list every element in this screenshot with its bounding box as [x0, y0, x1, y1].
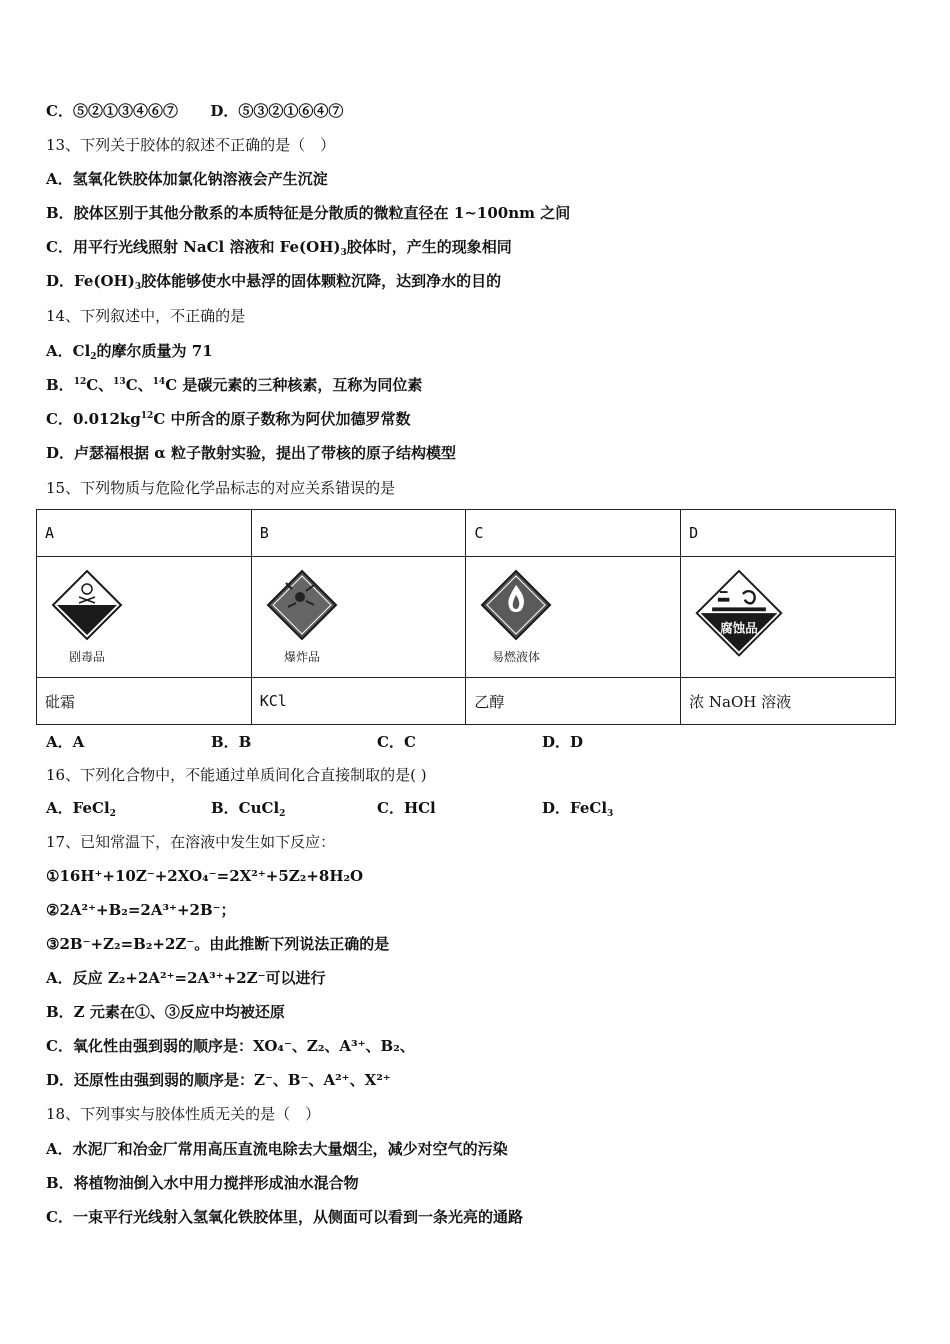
- q15-answer-d: D．D: [542, 733, 584, 751]
- substance-d: 浓 NaOH 溶液: [681, 678, 896, 725]
- sign-cell-corrosive: [681, 557, 896, 678]
- q16-option-b: B．CuCl$_2$: [211, 799, 286, 819]
- q15-answer-a: A．A: [46, 733, 85, 751]
- substance-c: 乙醇: [466, 678, 681, 725]
- q16-option-c: C．HCl: [377, 799, 436, 817]
- q13-option-a: A．氢氧化铁胶体加氯化钠溶液会产生沉淀: [46, 170, 328, 188]
- q17-option-a: A．反应 Z₂+2A²⁺=2A³⁺+2Z⁻可以进行: [46, 969, 326, 987]
- q14-option-b: B．$^{12}$C、$^{13}$C、$^{14}$C 是碳元素的三种核素，互称为同位素: [46, 376, 423, 394]
- q13-option-c: C．用平行光线照射 NaCl 溶液和 $Fe(OH)_3$胶体时，产生的现象相同: [46, 238, 512, 258]
- q18-option-a: A．水泥厂和冶金厂常用高压直流电除去大量烟尘，减少对空气的污染: [46, 1140, 508, 1158]
- q14-stem: 14、下列叙述中，不正确的是: [46, 307, 246, 325]
- q17-reaction-1: ①16H⁺+10Z⁻+2XO₄⁻=2X²⁺+5Z₂+8H₂O: [46, 867, 364, 885]
- corrosive-hazard-icon: [691, 567, 787, 667]
- q15-stem: 15、下列物质与危险化学品标志的对应关系错误的是: [46, 479, 396, 497]
- substance-b: KCl: [251, 678, 466, 725]
- svg-text:腐蚀品: 腐蚀品: [720, 620, 758, 636]
- table-header-d: D: [681, 510, 896, 557]
- q18-option-b: B．将植物油倒入水中用力搅拌形成油水混合物: [46, 1174, 359, 1192]
- flammable-hazard-icon: [476, 567, 556, 667]
- q17-option-b: B．Z 元素在①、③反应中均被还原: [46, 1003, 285, 1021]
- q15-answer-c: C．C: [377, 733, 416, 751]
- q14-option-d: D．卢瑟福根据 α 粒子散射实验，提出了带核的原子结构模型: [46, 444, 456, 462]
- substance-a: 砒霜: [37, 678, 252, 725]
- sign-cell-flammable: [466, 557, 681, 678]
- svg-text:易燃液体: 易燃液体: [492, 650, 541, 664]
- q17-reaction-3: ③2B⁻+Z₂=B₂+2Z⁻。由此推断下列说法正确的是: [46, 935, 390, 953]
- q17-option-c: C．氧化性由强到弱的顺序是：XO₄⁻、Z₂、A³⁺、B₂、: [46, 1037, 415, 1055]
- q17-reaction-2: ②2A²⁺+B₂=2A³⁺+2B⁻；: [46, 901, 236, 919]
- q12-options: [46, 101, 343, 121]
- q13-option-b: B．胶体区别于其他分散系的本质特征是分散质的微粒直径在 1~100nm 之间: [46, 204, 571, 222]
- explosive-hazard-icon: [262, 567, 342, 667]
- q13-stem: 13、下列关于胶体的叙述不正确的是（ ）: [46, 136, 336, 154]
- q13-option-d: D．$Fe(OH)_3$胶体能够使水中悬浮的固体颗粒沉降，达到净水的目的: [46, 272, 502, 292]
- sign-cell-toxic: [37, 557, 252, 678]
- q18-stem: 18、下列事实与胶体性质无关的是（ ）: [46, 1105, 321, 1123]
- hazard-table: [36, 509, 896, 725]
- q14-option-a: A．$Cl_2$的摩尔质量为 71: [46, 342, 213, 362]
- svg-text:剧毒品: 剧毒品: [68, 650, 106, 664]
- svg-text:爆炸品: 爆炸品: [283, 650, 320, 664]
- q18-option-c: C．一束平行光线射入氢氧化铁胶体里，从侧面可以看到一条光亮的通路: [46, 1208, 523, 1226]
- q17-option-d: D．还原性由强到弱的顺序是：Z⁻、B⁻、A²⁺、X²⁺: [46, 1071, 391, 1089]
- q12-option-c: C．⑤②①③④⑥⑦: [46, 102, 178, 120]
- q16-stem: 16、下列化合物中，不能通过单质间化合直接制取的是( ): [46, 766, 427, 784]
- sign-cell-explosive: [251, 557, 466, 678]
- q15-answer-b: B．B: [211, 733, 252, 751]
- q14-option-c: C．$0.012kg^{12}C$ 中所含的原子数称为阿伏加德罗常数: [46, 410, 411, 428]
- q12-option-d: D．⑤③②①⑥④⑦: [210, 102, 344, 120]
- table-header-a: A: [37, 510, 252, 557]
- q16-option-d: D．FeCl$_3$: [542, 799, 614, 819]
- table-header-c: C: [466, 510, 681, 557]
- table-header-b: B: [251, 510, 466, 557]
- q17-stem: 17、已知常温下，在溶液中发生如下反应：: [46, 833, 336, 851]
- toxic-hazard-icon: [47, 567, 127, 667]
- q16-option-a: A．FeCl$_2$: [46, 799, 116, 819]
